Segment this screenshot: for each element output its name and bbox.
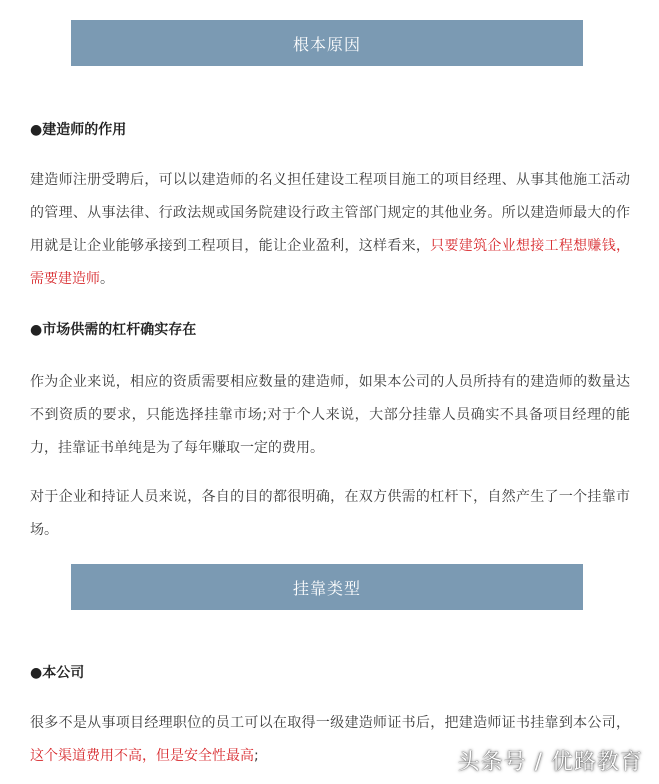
section-banner-affiliation-types — [71, 564, 583, 610]
highlight-text: 这个渠道费用不高，但是安全性最高 — [30, 748, 254, 764]
watermark: 头条号 / 优路教育 — [457, 750, 643, 775]
heading-own-company: ●本公司 — [30, 665, 85, 681]
heading-builder-role: ●建造师的作用 — [30, 122, 127, 138]
paragraph-market-1: 作为企业来说，相应的资质需要相应数量的建造师，如果本公司的人员所持有的建造师的数量达不到资质的要求，只能选择挂靠市场;对于个人来说，大部分挂靠人员确实不具备项目经理的能力，挂靠证书单纯是为了每年赚取一定的费用。 — [30, 374, 630, 456]
paragraph-text: 很多不是从事项目经理职位的员工可以在取得一级建造师证书后，把建造师证书挂靠到本公司， — [30, 715, 630, 731]
banner-title: 根本原因 — [292, 34, 361, 54]
paragraph-market-2: 对于企业和持证人员来说，各自的目的都很明确，在双方供需的杠杆下，自然产生了一个挂靠市场。 — [30, 489, 630, 538]
banner-title: 挂靠类型 — [292, 578, 361, 598]
paragraph-text: 建造师注册受聘后，可以以建造师的名义担任建设工程项目施工的项目经理、从事其他施工活动的管理、从事法律、行政法规或国务院建设行政主管部门规定的其他业务。所以建造师最大的作用就是让企业能够承接到工程项目，能让企业盈利，这样看来， — [30, 172, 630, 254]
highlight-text: 只要建筑企业想接工程想赚钱，需要建造师 — [30, 238, 631, 287]
paragraph-builder-role — [30, 164, 630, 296]
paragraph-end: ; — [254, 748, 259, 764]
section-banner-root-cause — [71, 20, 583, 66]
paragraph-end: 。 — [100, 271, 114, 287]
heading-market-leverage: ●市场供需的杠杆确实存在 — [30, 322, 197, 338]
